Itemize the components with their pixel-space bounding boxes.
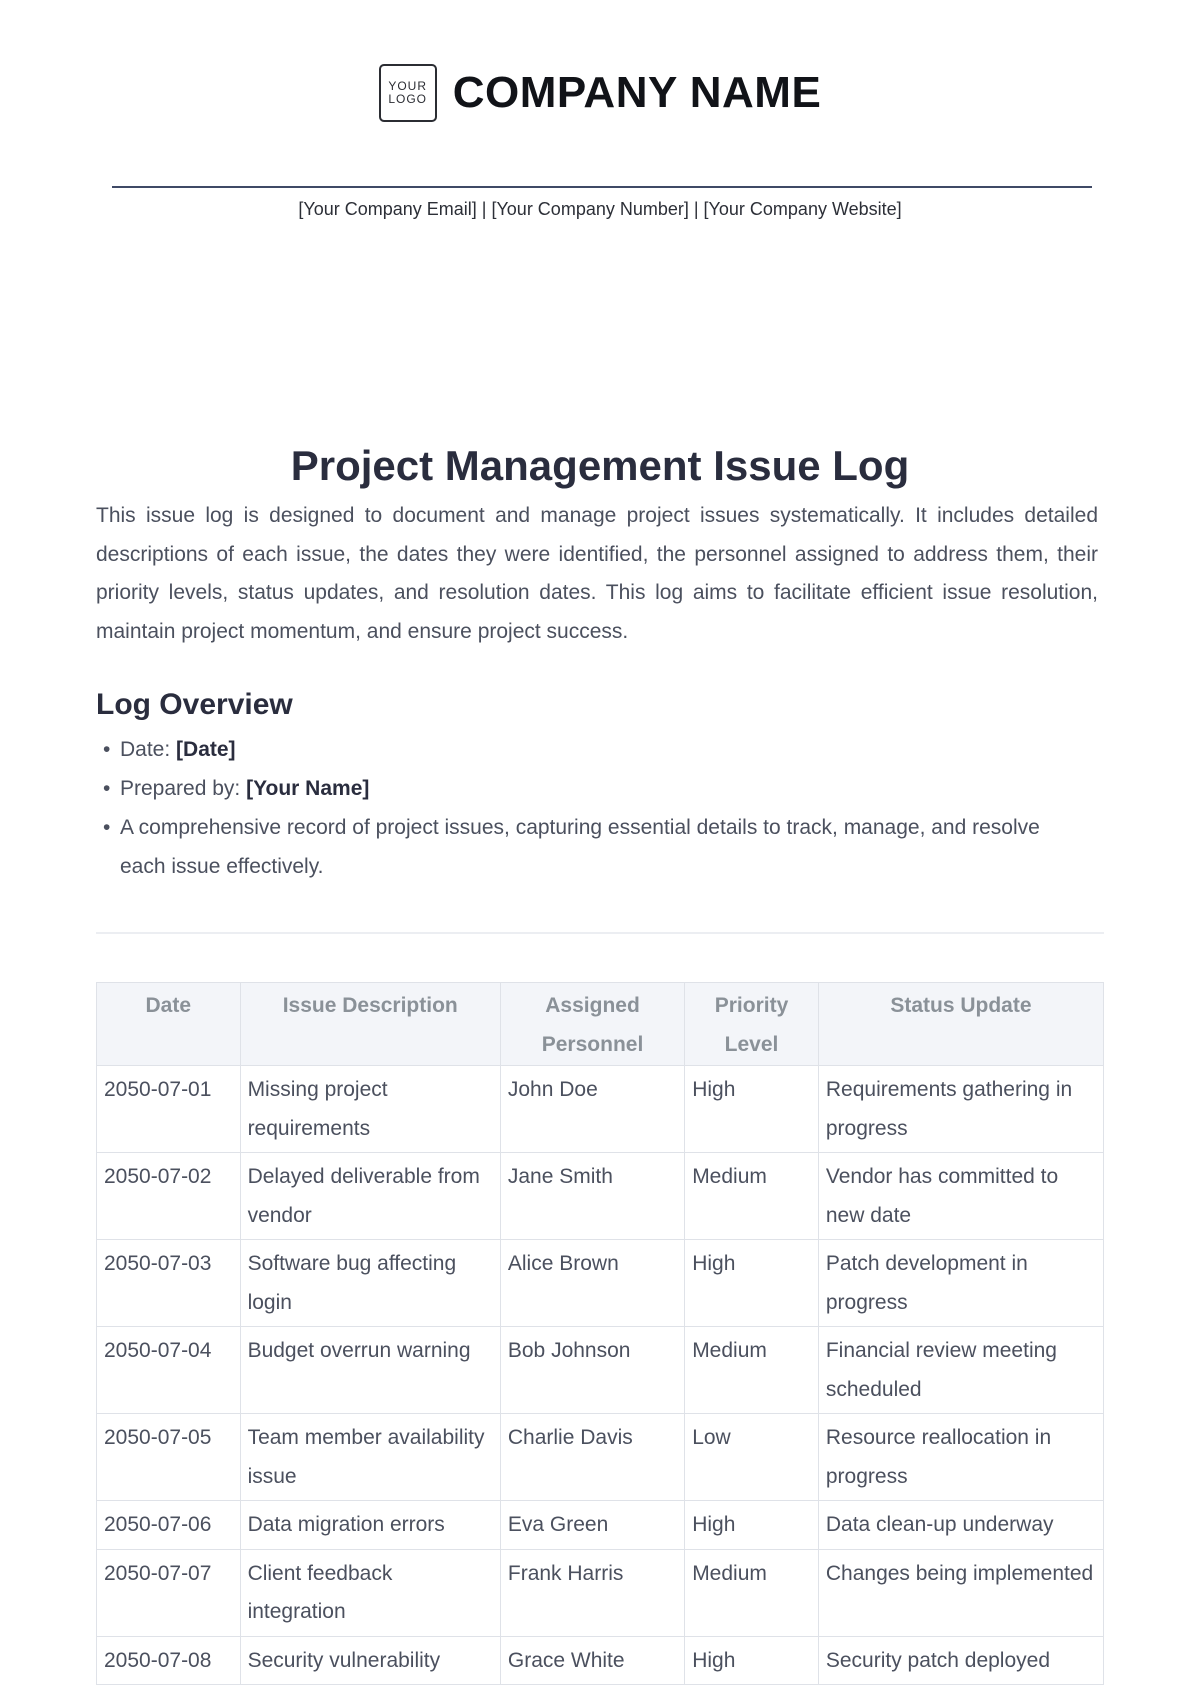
cell-personnel: Alice Brown bbox=[500, 1240, 684, 1327]
cell-date: 2050-07-08 bbox=[97, 1636, 241, 1685]
section-divider bbox=[96, 932, 1104, 934]
table-row bbox=[97, 1636, 1104, 1685]
cell-status: Requirements gathering in progress bbox=[818, 1066, 1103, 1153]
overview-item-date bbox=[96, 730, 1056, 769]
cell-status: Vendor has committed to new date bbox=[818, 1153, 1103, 1240]
issue-log-table bbox=[96, 982, 1104, 1685]
header-divider bbox=[112, 186, 1092, 188]
cell-status: Security patch deployed bbox=[818, 1636, 1103, 1685]
log-overview-list bbox=[96, 730, 1056, 886]
cell-status: Financial review meeting scheduled bbox=[818, 1327, 1103, 1414]
cell-personnel: Grace White bbox=[500, 1636, 684, 1685]
overview-prepared-label: Prepared by: bbox=[120, 777, 247, 800]
cell-priority: Low bbox=[685, 1414, 819, 1501]
cell-personnel: Jane Smith bbox=[500, 1153, 684, 1240]
table-header-row bbox=[97, 983, 1104, 1066]
cell-description: Security vulnerability bbox=[240, 1636, 500, 1685]
cell-description: Client feedback integration bbox=[240, 1549, 500, 1636]
cell-personnel: John Doe bbox=[500, 1066, 684, 1153]
overview-prepared-value: [Your Name] bbox=[246, 777, 370, 800]
cell-description: Data migration errors bbox=[240, 1501, 500, 1550]
cell-personnel: Eva Green bbox=[500, 1501, 684, 1550]
cell-priority: High bbox=[685, 1501, 819, 1550]
cell-status: Resource reallocation in progress bbox=[818, 1414, 1103, 1501]
overview-date-value: [Date] bbox=[176, 738, 236, 761]
cell-description: Delayed deliverable from vendor bbox=[240, 1153, 500, 1240]
cell-status: Patch development in progress bbox=[818, 1240, 1103, 1327]
table-row bbox=[97, 1549, 1104, 1636]
cell-date: 2050-07-01 bbox=[97, 1066, 241, 1153]
cell-priority: High bbox=[685, 1636, 819, 1685]
cell-status: Changes being implemented bbox=[818, 1549, 1103, 1636]
cell-description: Missing project requirements bbox=[240, 1066, 500, 1153]
cell-personnel: Frank Harris bbox=[500, 1549, 684, 1636]
table-row bbox=[97, 1501, 1104, 1550]
table-row bbox=[97, 1414, 1104, 1501]
cell-priority: Medium bbox=[685, 1327, 819, 1414]
cell-description: Software bug affecting login bbox=[240, 1240, 500, 1327]
company-logo bbox=[379, 64, 437, 122]
cell-priority: High bbox=[685, 1066, 819, 1153]
logo-text-line1: YOUR bbox=[388, 79, 428, 93]
header-status-update: Status Update bbox=[818, 983, 1103, 1066]
cell-priority: Medium bbox=[685, 1549, 819, 1636]
company-contact-line: [Your Company Email] | [Your Company Number] | [Your Company Website] bbox=[298, 199, 902, 219]
table-row bbox=[97, 1327, 1104, 1414]
cell-priority: Medium bbox=[685, 1153, 819, 1240]
cell-date: 2050-07-05 bbox=[97, 1414, 241, 1501]
header-issue-description: Issue Description bbox=[240, 983, 500, 1066]
log-overview-heading: Log Overview bbox=[96, 688, 293, 721]
header-priority-level: Priority Level bbox=[685, 983, 819, 1066]
company-name: COMPANY NAME bbox=[452, 68, 822, 117]
logo-text-line2: LOGO bbox=[388, 92, 428, 106]
header-date: Date bbox=[97, 983, 241, 1066]
cell-date: 2050-07-07 bbox=[97, 1549, 241, 1636]
cell-personnel: Charlie Davis bbox=[500, 1414, 684, 1501]
overview-item-description bbox=[96, 808, 1056, 886]
table-row bbox=[97, 1066, 1104, 1153]
header-assigned-personnel: Assigned Personnel bbox=[500, 983, 684, 1066]
table-row bbox=[97, 1153, 1104, 1240]
overview-description: A comprehensive record of project issues, capturing essential details to track, manage, and resolve each issue effectively. bbox=[120, 816, 1040, 878]
overview-date-label: Date: bbox=[120, 738, 177, 761]
cell-date: 2050-07-03 bbox=[97, 1240, 241, 1327]
intro-paragraph: This issue log is designed to document and manage project issues systematically. It includes detailed descriptions of each issue, the dates they were identified, the personnel assigned to address them, their priority levels, status updates, and resolution dates. This log aims to facilitate efficient issue resolution, maintain project momentum, and ensure project success. bbox=[96, 504, 1098, 643]
document-header bbox=[0, 64, 1200, 122]
cell-personnel: Bob Johnson bbox=[500, 1327, 684, 1414]
overview-item-prepared-by bbox=[96, 769, 1056, 808]
cell-description: Team member availability issue bbox=[240, 1414, 500, 1501]
document-title: Project Management Issue Log bbox=[290, 442, 910, 489]
cell-date: 2050-07-06 bbox=[97, 1501, 241, 1550]
cell-status: Data clean-up underway bbox=[818, 1501, 1103, 1550]
table-row bbox=[97, 1240, 1104, 1327]
cell-date: 2050-07-02 bbox=[97, 1153, 241, 1240]
cell-description: Budget overrun warning bbox=[240, 1327, 500, 1414]
cell-date: 2050-07-04 bbox=[97, 1327, 241, 1414]
cell-priority: High bbox=[685, 1240, 819, 1327]
